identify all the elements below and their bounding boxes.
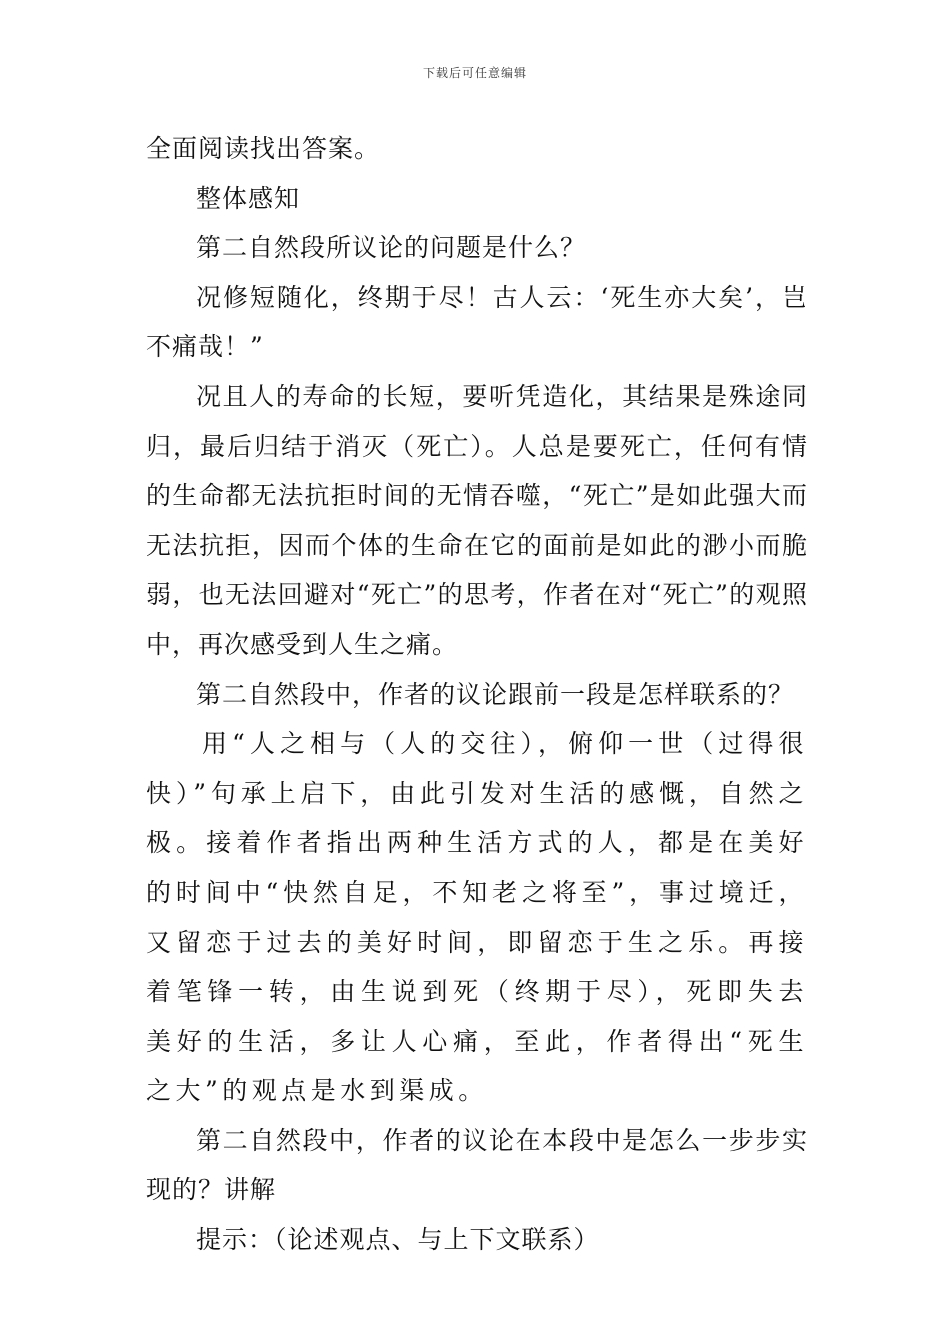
question-2: 第二自然段中，作者的议论跟前一段是怎样联系的？ — [196, 679, 795, 709]
question-3: 第二自然段中，作者的议论在本段中是怎么一步步实现的？讲解 — [146, 1125, 808, 1205]
answer-1: 况且人的寿命的长短，要听凭造化，其结果是殊途同归，最后归结于消灭（死亡）。人总是要死亡，任何有情的生命都无法抗拒时间的无情吞噬，“死亡”是如此强大而无法抗拒，因而个体的生命在它的面前是如此的渺小而脆弱，也无法回避对“死亡”的思考，作者在对“死亡”的观照中，再次感受到人生之痛。 — [146, 381, 808, 659]
page-header: 下载后可任意编辑 — [422, 66, 527, 80]
paragraph-continuation: 全面阅读找出答案。 — [146, 134, 381, 163]
hint: 提示：（论述观点、与上下文联系） — [196, 1225, 600, 1255]
answer-2: 用“人之相与（人的交往），俯仰一世（过得很快）”句承上启下，由此引发对生活的感慨，自然之极。接着作者指出两种生活方式的人，都是在美好的时间中“快然自足，不知老之将至”，事过境迁，又留恋于过去的美好时间，即留恋于生之乐。再接着笔锋一转，由生说到死（终期于尽），死即失去美好的生活，多让人心痛，至此，作者得出“死生之大”的观点是水到渠成。 — [146, 729, 808, 1106]
document-body — [146, 124, 808, 1265]
quotation: 况修短随化，终期于尽！古人云：‘死生亦大矣’，岂不痛哉！” — [146, 282, 808, 362]
section-heading: 整体感知 — [196, 183, 301, 213]
question-1: 第二自然段所议论的问题是什么？ — [196, 233, 587, 263]
